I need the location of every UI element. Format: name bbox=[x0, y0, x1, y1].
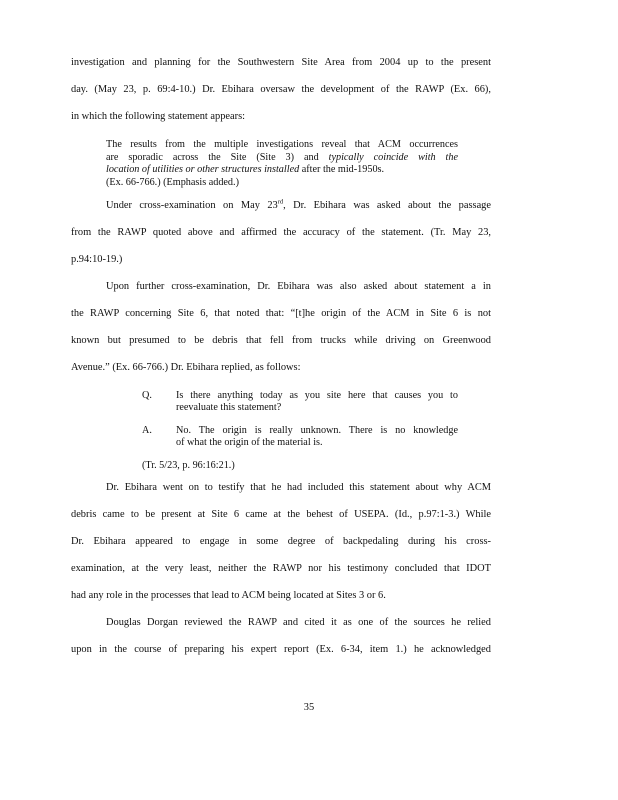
body-line: the RAWP concerning Site 6, that noted that: “[t]he origin of the ACM in Site 6 is not bbox=[71, 308, 491, 319]
body-line: day. (May 23, p. 69:4-10.) Dr. Ebihara oversaw the development of the RAWP (Ex. 66), bbox=[71, 84, 491, 95]
body-line: Dr. Ebihara appeared to engage in some degree of backpedaling during his cross- bbox=[71, 536, 491, 547]
body-line: in which the following statement appears: bbox=[71, 111, 245, 122]
body-line: Avenue.” (Ex. 66-766.) Dr. Ebihara replied, as follows: bbox=[71, 362, 301, 373]
answer-text: No. The origin is really unknown. There is no knowledge bbox=[176, 425, 458, 436]
page-number: 35 bbox=[303, 702, 315, 713]
question-text: Is there anything today as you site here that causes you to bbox=[176, 390, 458, 401]
quote-citation: (Ex. 66-766.) (Emphasis added.) bbox=[106, 177, 239, 188]
question-text: reevaluate this statement? bbox=[176, 402, 282, 413]
body-line: from the RAWP quoted above and affirmed the accuracy of the statement. (Tr. May 23, bbox=[71, 227, 491, 238]
quote-line: are sporadic across the Site (Site 3) and typically coincide with the bbox=[106, 152, 459, 163]
body-line: Dr. Ebihara went on to testify that he had included this statement about why ACM bbox=[106, 482, 491, 493]
body-line: investigation and planning for the Southwestern Site Area from 2004 up to the present bbox=[71, 57, 491, 68]
body-line: had any role in the processes that lead to ACM being located at Sites 3 or 6. bbox=[71, 590, 386, 601]
emphasis-text: location of utilities or other structures installed bbox=[106, 164, 300, 175]
body-line: upon in the course of preparing his expert report (Ex. 6-34, item 1.) he acknowledged bbox=[71, 644, 491, 655]
quote-line: location of utilities or other structures installed after the mid-1950s. bbox=[106, 164, 385, 175]
body-line: Upon further cross-examination, Dr. Ebihara was also asked about statement a in bbox=[106, 281, 491, 292]
body-line: examination, at the very least, neither the RAWP nor his testimony concluded that IDOT bbox=[71, 563, 491, 574]
answer-label: A. bbox=[142, 425, 152, 436]
testimony-citation: (Tr. 5/23, p. 96:16:21.) bbox=[142, 460, 235, 471]
emphasis-text: typically coincide with the bbox=[328, 152, 459, 163]
body-line: known but presumed to be debris that fell from trucks while driving on Greenwood bbox=[71, 335, 491, 346]
quote-line: The results from the multiple investigations reveal that ACM occurrences bbox=[106, 139, 458, 150]
body-line: p.94:10-19.) bbox=[71, 254, 123, 265]
body-line: debris came to be present at Site 6 came at the behest of USEPA. (Id., p.97:1-3.) While bbox=[71, 509, 491, 520]
answer-text: of what the origin of the material is. bbox=[176, 437, 323, 448]
question-label: Q. bbox=[142, 390, 152, 401]
body-line: Douglas Dorgan reviewed the RAWP and cited it as one of the sources he relied bbox=[106, 617, 491, 628]
body-line: Under cross-examination on May 23rd, Dr. Ebihara was asked about the passage bbox=[106, 198, 491, 211]
